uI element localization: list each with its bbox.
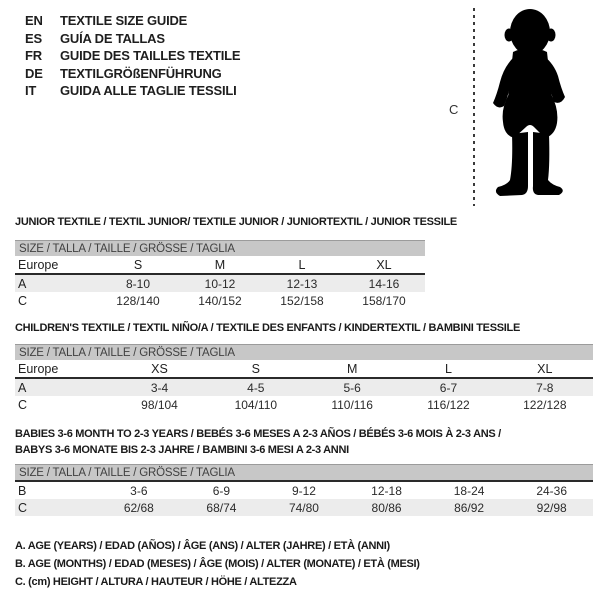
- lang-title: GUIDE DES TAILLES TEXTILE: [60, 48, 241, 63]
- lang-row-es: [25, 30, 240, 48]
- cell: 6-7: [400, 378, 496, 396]
- cell: 7-8: [497, 378, 593, 396]
- cell: 158/170: [362, 293, 406, 308]
- cell: 98/104: [141, 397, 178, 412]
- height-dashed-line: [473, 8, 475, 206]
- cell: 104/110: [234, 397, 278, 412]
- cell: 74/80: [263, 499, 346, 516]
- lang-row-it: [25, 82, 240, 100]
- size-header-label: SIZE / TALLA / TAILLE / GRÖSSE / TAGLIA: [15, 345, 593, 361]
- table-row: [15, 499, 593, 516]
- babies-size-table: [15, 464, 593, 516]
- junior-section-title: JUNIOR TEXTILE / TEXTIL JUNIOR/ TEXTILE JUNIOR / JUNIORTEXTIL / JUNIOR TESSILE: [15, 216, 457, 228]
- size-header-label: SIZE / TALLA / TAILLE / GRÖSSE / TAGLIA: [15, 465, 593, 482]
- cell: 62/68: [98, 499, 181, 516]
- cell: 80/86: [345, 499, 428, 516]
- size-col: M: [304, 360, 400, 378]
- cell: 140/152: [198, 293, 242, 308]
- cell: 14-16: [343, 274, 425, 292]
- footnote-c: C. (cm) HEIGHT / ALTURA / HAUTEUR / HÖHE / ALTEZZA: [15, 576, 297, 588]
- row-label: C: [18, 397, 28, 412]
- lang-row-en: [25, 12, 240, 30]
- size-col: S: [208, 360, 304, 378]
- cell: 5-6: [304, 378, 400, 396]
- children-section-title: CHILDREN'S TEXTILE / TEXTIL NIÑO/A / TEXTILE DES ENFANTS / KINDERTEXTIL / BAMBINI TESSILE: [15, 322, 520, 334]
- children-size-table: [15, 344, 593, 413]
- lang-title: GUÍA DE TALLAS: [60, 30, 165, 46]
- cell: 86/92: [428, 499, 511, 516]
- size-columns-row: [15, 256, 425, 274]
- cell: 9-12: [291, 483, 316, 498]
- cell: 128/140: [116, 293, 160, 308]
- lang-code: IT: [25, 83, 37, 98]
- cell: 122/128: [523, 397, 567, 412]
- row-label: A: [15, 378, 111, 396]
- language-list: [25, 12, 240, 100]
- region-label: Europe: [15, 256, 97, 274]
- cell: 4-5: [208, 378, 304, 396]
- lang-code: EN: [25, 13, 43, 28]
- cell: 116/122: [427, 397, 470, 412]
- cell: 3-4: [111, 378, 207, 396]
- lang-code: ES: [25, 30, 42, 46]
- size-col: XL: [497, 360, 593, 378]
- cell: 6-9: [212, 483, 231, 498]
- toddler-silhouette-icon: [482, 6, 574, 208]
- size-header-row: [15, 241, 425, 257]
- lang-title: TEXTILGRÖßENFÜHRUNG: [60, 65, 222, 81]
- cell: 8-10: [97, 274, 179, 292]
- cell: 24-36: [536, 483, 568, 498]
- cell: 92/98: [510, 499, 593, 516]
- table-row: [15, 481, 593, 499]
- footnote-a: A. AGE (YEARS) / EDAD (AÑOS) / ÂGE (ANS) / ALTER (JAHRE) / ETÀ (ANNI): [15, 540, 390, 552]
- junior-size-table: [15, 240, 425, 309]
- size-header-row: [15, 345, 593, 361]
- size-col: XL: [343, 256, 425, 274]
- lang-title: TEXTILE SIZE GUIDE: [60, 13, 188, 28]
- row-label: A: [15, 274, 97, 292]
- babies-section-title-line1: BABIES 3-6 MONTH TO 2-3 YEARS / BEBÉS 3-6 MESES A 2-3 AÑOS / BÉBÉS 3-6 MOIS À 2-3 ANS /: [15, 428, 501, 440]
- cell: 18-24: [453, 483, 485, 498]
- row-label: C: [18, 293, 28, 308]
- table-row: [15, 274, 425, 292]
- lang-code: DE: [25, 65, 43, 81]
- cell: 12-18: [371, 483, 402, 498]
- lang-row-fr: [25, 47, 240, 65]
- size-header-row: [15, 465, 593, 482]
- size-col: S: [97, 256, 179, 274]
- cell: 10-12: [179, 274, 261, 292]
- cell: 152/158: [280, 293, 324, 308]
- size-col: XS: [111, 360, 207, 378]
- table-row: [15, 292, 425, 309]
- size-col: M: [179, 256, 261, 274]
- lang-title: GUIDA ALLE TAGLIE TESSILI: [60, 83, 237, 98]
- cell: 68/74: [180, 499, 263, 516]
- height-measure-label: C: [449, 102, 459, 117]
- size-columns-row: [15, 360, 593, 378]
- lang-code: FR: [25, 48, 42, 63]
- cell: 12-13: [261, 274, 343, 292]
- size-col: L: [400, 360, 496, 378]
- babies-section-title-line2: BABYS 3-6 MONATE BIS 2-3 JAHRE / BAMBINI 3-6 MESI A 2-3 ANNI: [15, 444, 349, 456]
- footnote-b: B. AGE (MONTHS) / EDAD (MESES) / ÂGE (MOIS) / ALTER (MONATE) / ETÀ (MESI): [15, 558, 420, 570]
- table-row: [15, 396, 593, 413]
- region-label: Europe: [15, 360, 111, 378]
- legend-footnotes: [15, 537, 420, 591]
- table-row: [15, 378, 593, 396]
- row-label: B: [18, 483, 27, 498]
- size-header-label: SIZE / TALLA / TAILLE / GRÖSSE / TAGLIA: [15, 241, 425, 257]
- cell: 3-6: [130, 483, 148, 498]
- cell: 110/116: [331, 397, 373, 412]
- row-label: C: [15, 499, 98, 516]
- size-col: L: [261, 256, 343, 274]
- lang-row-de: [25, 65, 240, 83]
